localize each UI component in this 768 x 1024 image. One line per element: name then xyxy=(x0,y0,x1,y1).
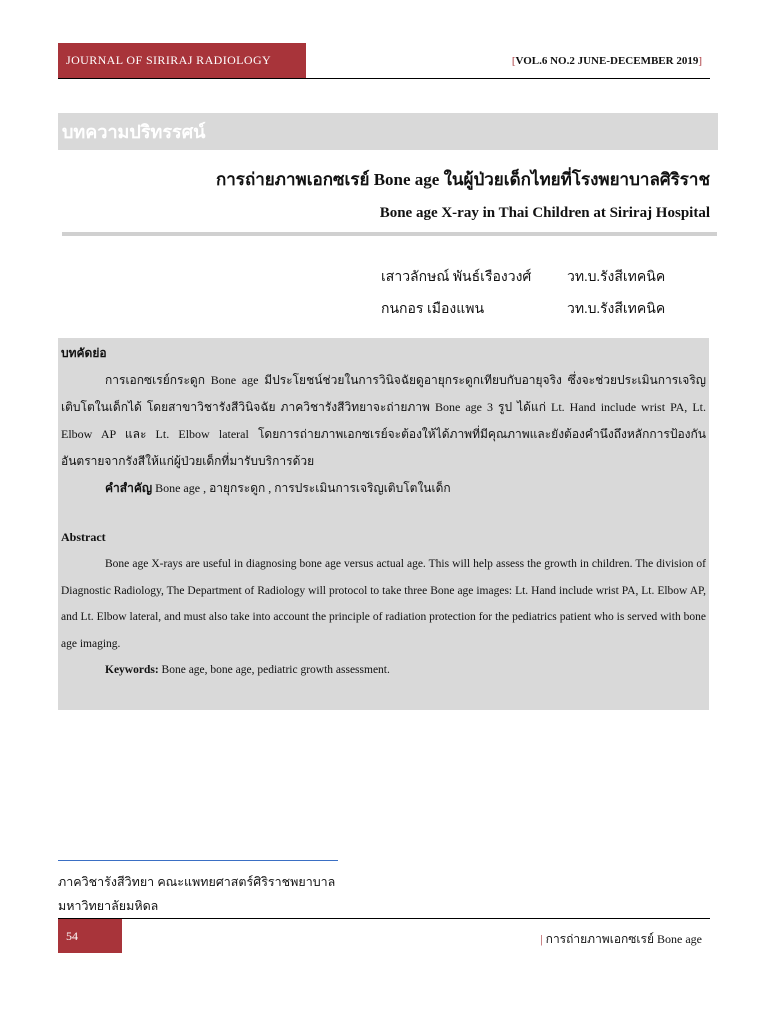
keywords-english-label: Keywords: xyxy=(105,664,159,676)
header-rule xyxy=(58,78,710,79)
keywords-thai-label: คำสำคัญ xyxy=(105,481,153,495)
title-english: Bone age X-ray in Thai Children at Siriraj Hospital xyxy=(379,205,710,221)
footnote-affiliation-line-2: มหาวิทยาลัยมหิดล xyxy=(58,899,159,913)
page-number-band xyxy=(58,919,122,953)
abstract-english-heading: Abstract xyxy=(61,530,106,544)
footer-rule xyxy=(58,918,710,919)
keywords-thai-text: Bone age , อายุกระดูก , การประเมินการเจริญเติบโตในเด็ก xyxy=(152,481,451,495)
keywords-english-text: Bone age, bone age, pediatric growth assessment. xyxy=(158,664,390,676)
author-2-name: กนกอร เมืองแพน xyxy=(381,302,485,317)
page-number: 54 xyxy=(66,928,78,943)
volume-label: VOL.6 NO.2 JUNE-DECEMBER 2019 xyxy=(515,55,699,67)
running-title-text: การถ่ายภาพเอกซเรย์ Bone age xyxy=(542,932,702,946)
abstract-thai-keywords xyxy=(61,475,706,502)
journal-name-band xyxy=(58,43,306,78)
journal-name: JOURNAL OF SIRIRAJ RADIOLOGY xyxy=(66,53,272,67)
author-2-degree: วท.บ.รังสีเทคนิค xyxy=(567,302,666,317)
footnote-rule xyxy=(58,860,338,861)
abstract-thai-heading: บทคัดย่อ xyxy=(61,346,107,360)
abstract-box xyxy=(58,338,709,710)
abstract-english-body: Bone age X-rays are useful in diagnosing bone age versus actual age. This will help assess the growth in children. The division of Diagnostic Radiology, The Department of Radiology will protocol to take three Bone age images: Lt. Hand include wrist PA, Lt. Elbow AP, and Lt. Elbow lateral, and must also take into account the principle of radiation protection for the pediatrics patient who is served with bone age imaging. xyxy=(61,558,706,650)
volume-info: [VOL.6 NO.2 JUNE-DECEMBER 2019] xyxy=(511,55,702,67)
running-title-separator: | xyxy=(540,932,543,946)
author-1-degree: วท.บ.รังสีเทคนิค xyxy=(567,270,666,285)
footnote-affiliation-line-1: ภาควิชารังสีวิทยา คณะแพทยศาสตร์ศิริราชพยาบาล xyxy=(58,875,336,889)
section-label: บทความปริทรรศน์ xyxy=(62,122,206,142)
running-title xyxy=(540,930,702,949)
title-thai: การถ่ายภาพเอกซเรย์ Bone age ในผู้ป่วยเด็กไทยที่โรงพยาบาลศิริราช xyxy=(215,170,710,189)
section-band xyxy=(58,113,718,150)
title-rule xyxy=(62,232,717,236)
abstract-thai-body: การเอกซเรย์กระดูก Bone age มีประโยชน์ช่วยในการวินิจฉัยดูอายุกระดูกเทียบกับอายุจริง ซึ่งจะช่วยประเมินการเจริญเติบโตในเด็กได้ โดยสาขาวิชารังสีวินิจฉัย ภาควิชารังสีวิทยาจะถ่ายภาพ Bone age 3 รูป ได้แก่ Lt. Hand include wrist PA, Lt. Elbow AP และ Lt. Elbow lateral โดยการถ่ายภาพเอกซเรย์จะต้องให้ได้ภาพที่มีคุณภาพและยังต้องคำนึงถึงหลักการป้องกันอันตรายจากรังสีให้แก่ผู้ป่วยเด็กที่มารับบริการด้วย xyxy=(61,373,706,468)
author-1-name: เสาวลักษณ์ พันธ์เรืองวงศ์ xyxy=(381,270,532,285)
abstract-english-keywords xyxy=(61,657,706,683)
